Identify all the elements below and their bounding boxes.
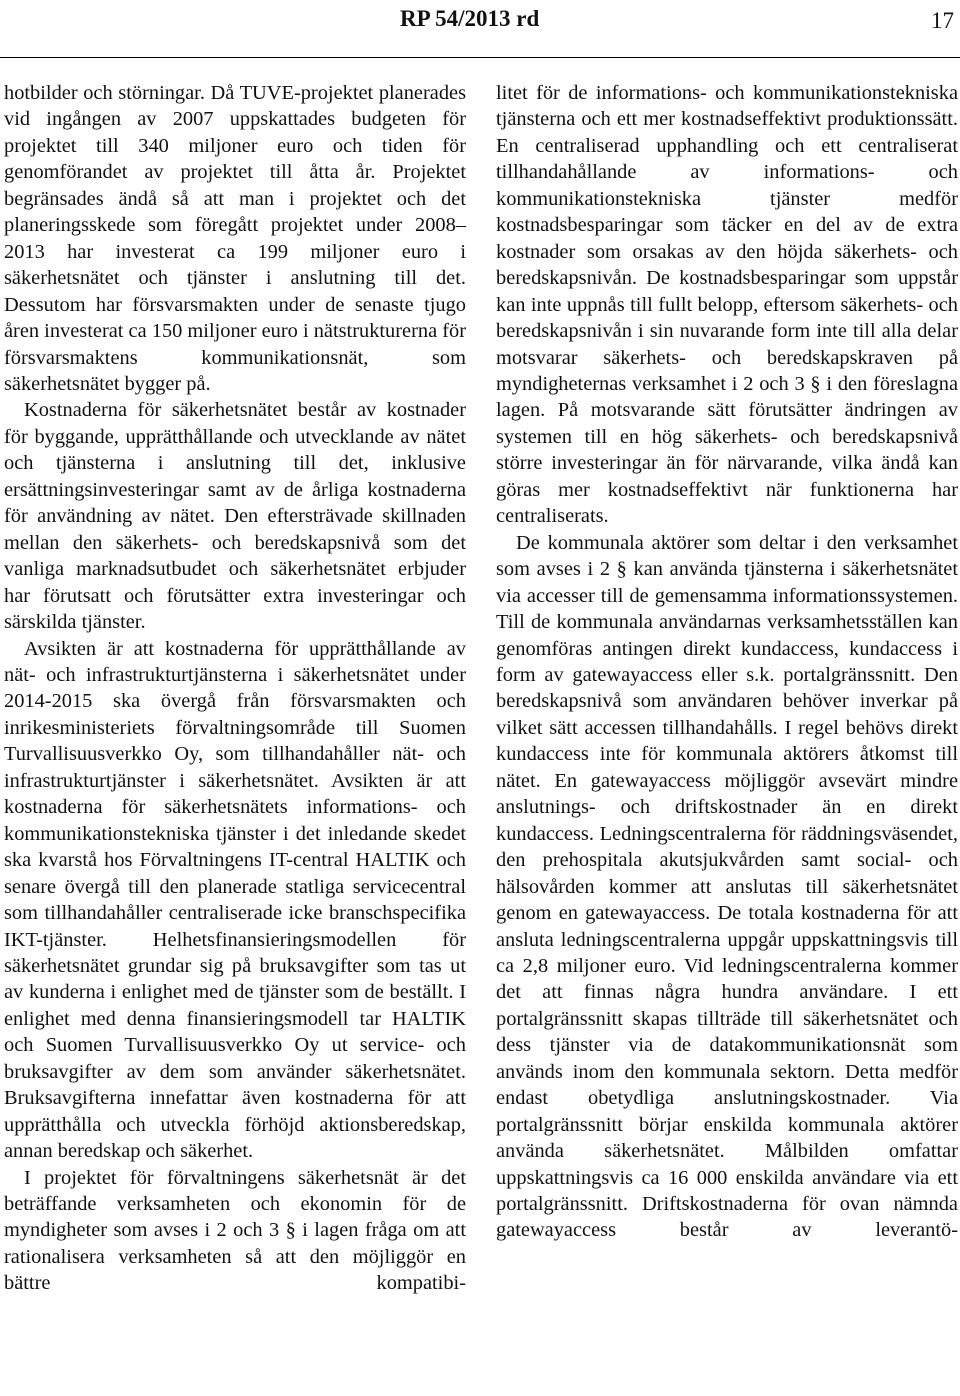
right-column [496, 80, 958, 1244]
paragraph: Kostnaderna för säkerhetsnätet består av kostnader för byggande, upprätthållande och utvecklande av nätet och tjänsterna i anslutning till det, inklusive ersättningsinvesteringar samt av de årliga kostnaderna för användning av nätet. Den eftersträvade skillnaden mellan den säkerhets- och beredskapsnivå som det vanliga marknadsutbudet och säkerhetsnätet erbjuder har förutsatt och förutsätter extra investeringar och särskilda tjänster. [4, 399, 466, 634]
page-header [0, 0, 960, 58]
paragraph: De kommunala aktörer som deltar i den verksamhet som avses i 2 § kan använda tjänsterna i säkerhetsnätet via accesser till de gemensamma informationssystemen. Till de kommunala användarnas verksamhetsställen kan genomföras antingen direkt kundaccess, kundaccess i form av gatewayaccess eller s.k. portalgränssnitt. Den beredskapsnivå som användaren behöver inverkar på vilket sätt accessen tillhandahålls. I regel behövs direkt kundaccess inte för kommunala aktörers åtkomst till nätet. En gatewayaccess möjliggör avsevärt mindre anslutnings- och driftskostnader än en direkt kundaccess. Ledningscentralerna för räddningsväsendet, den prehospitala akutsjukvården samt social- och hälsovården kommer att anslutas till säkerhetsnätet genom en gatewayaccess. De totala kostnaderna för att ansluta ledningscentralerna uppgår uppskattningsvis till ca 2,8 miljoner euro. Vid ledningscentralerna kommer det att finnas några hundra användare. I ett portalgränssnitt skapas tillträde till säkerhetsnätet och dess tjänster via de datakommunikationsnät som används inom den kommunala sektorn. Detta medför endast obetydliga anslutningskostnader. Via portalgränssnitt börjar enskilda kommunala aktörer använda säkerhetsnätet. Målbilden omfattar uppskattningsvis ca 16 000 enskilda användare via ett portalgränssnitt. Driftskostnaderna för ovan nämnda gatewayaccess består av leverantö- [496, 531, 958, 1242]
paragraph: I projektet för förvaltningens säkerhetsnät är det beträffande verksamheten och ekonomin för de myndigheter som avses i 2 och 3 § i lagen fråga om att rationalisera verksamheten så att den möjliggör en bättre kompatibi- [4, 1166, 466, 1295]
left-column [4, 80, 466, 1297]
paragraph: litet för de informations- och kommunikationstekniska tjänsterna och ett mer kostnadseffektivt produktionssätt. En centraliserad upphandling och ett centraliserat tillhandahållande av informations- och kommunikationstekniska tjänster medför kostnadsbesparingar som täcker en del av de extra kostnader som orsakas av den höjda säkerhets- och beredskapsnivån. De kostnadsbesparingar som uppstår kan inte uppnås till fullt belopp, eftersom säkerhets- och beredskapsnivån i sin nuvarande form inte till alla delar motsvarar säkerhets- och beredskapskraven på myndigheternas verksamhet i 2 och 3 § i den föreslagna lagen. På motsvarande sätt förutsätter ändringen av systemen till en hög säkerhets- och beredskapsnivå större investeringar än för närvarande, vilka ändå kan göras mer kostnadseffektivt när funktionerna har centraliserats. [496, 82, 958, 528]
paragraph: Avsikten är att kostnaderna för upprätthållande av nät- och infrastrukturtjänsterna i säkerhetsnätet under 2014-2015 ska övergå från försvarsmakten och inrikesministeriets förvaltningsområde till Suomen Turvallisuusverkko Oy, som tillhandahåller nät- och infrastrukturtjänster i säkerhetsnätet. Avsikten är att kostnaderna för säkerhetsnätets informations- och kommunikationstekniska tjänster i det inledande skedet ska kvarstå hos Förvaltningens IT-central HALTIK och senare övergå till den planerade statliga servicecentral som tillhandahåller centraliserade icke branschspecifika IKT-tjänster. Helhetsfinansieringsmodellen för säkerhetsnätet grundar sig på bruksavgifter som tas ut av kunderna i enlighet med de tjänster som de beställt. I enlighet med denna finansieringsmodell tar HALTIK och Suomen Turvallisuusverkko Oy ut service- och bruksavgifter av dem som använder säkerhetsnätet. Bruksavgifterna innefattar även kostnaderna för att upprätthålla och utveckla förhöjd aktionsberedskap, annan beredskap och säkerhet. [4, 637, 466, 1163]
paragraph: hotbilder och störningar. Då TUVE-projektet planerades vid ingången av 2007 uppskattades budgeten för projektet till 340 miljoner euro och tiden för genomförandet av projektet till åtta år. Projektet begränsades ändå så att man i projektet och det planeringsskede som föregått projektet under 2008–2013 har investerat ca 199 miljoner euro i säkerhetsnätet och tjänster i anslutning till det. Dessutom har försvarsmakten under de senaste tjugo åren investerat ca 150 miljoner euro i nätstrukturerna för försvarsmaktens kommunikationsnät, som säkerhetsnätet bygger på. [4, 82, 467, 395]
document-id: RP 54/2013 rd [400, 6, 540, 31]
page-number: 17 [931, 8, 954, 33]
